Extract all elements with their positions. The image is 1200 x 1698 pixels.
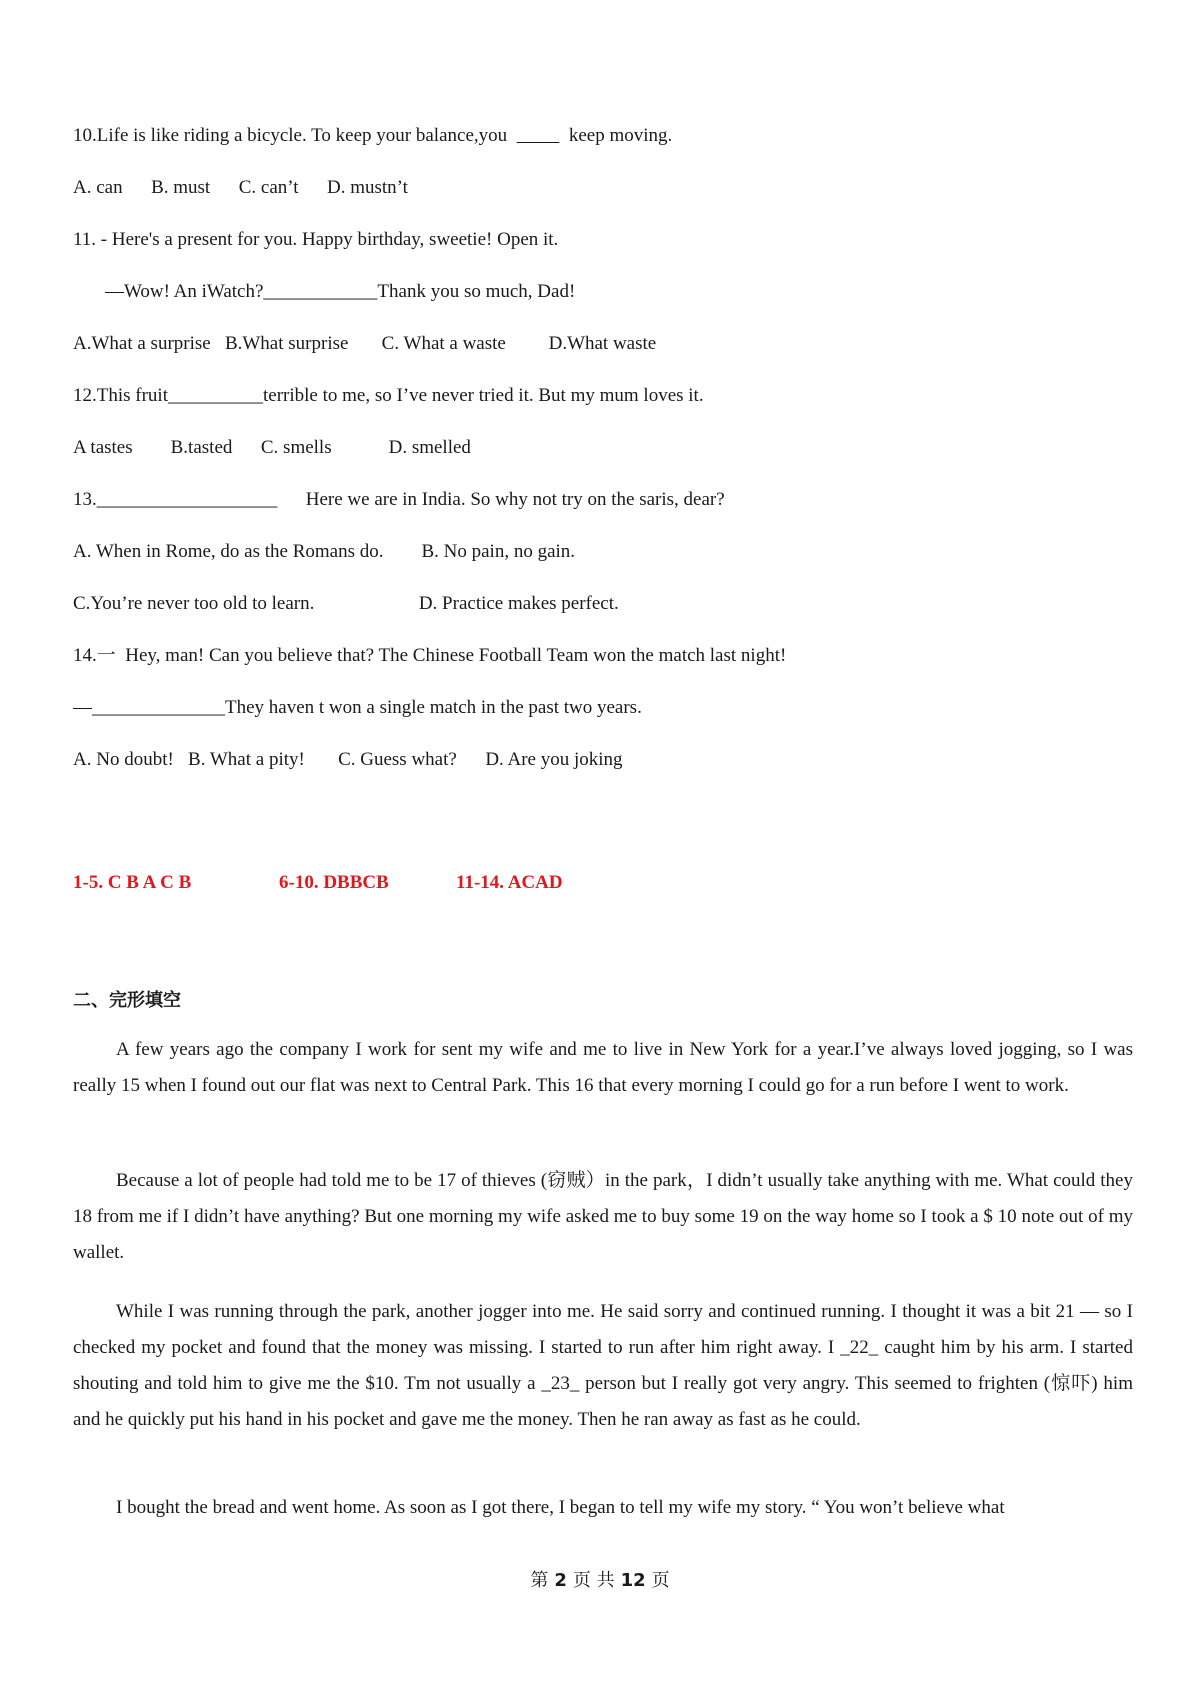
answer-group-11-14: 11-14. ACAD (456, 872, 563, 893)
answer-group-6-10: 6-10. DBBCB (279, 872, 389, 893)
question-14-reply: —______________They haven t won a single match in the past two years. (73, 697, 642, 718)
cloze-paragraph-4: I bought the bread and went home. As soon as I got there, I began to tell my wife my story. “ You won’t believe what (116, 1497, 1005, 1518)
question-11-stem: 11. - Here's a present for you. Happy birthday, sweetie! Open it. (73, 229, 559, 250)
answer-group-1-5: 1-5. C B A C B (73, 872, 192, 893)
page-footer: 第 2 页 共 12 页 (530, 1570, 670, 1591)
question-13-stem: 13.___________________ Here we are in India. So why not try on the saris, dear? (73, 489, 725, 510)
question-11-reply: —Wow! An iWatch?____________Thank you so much, Dad! (105, 281, 576, 302)
cloze-paragraph-3: While I was running through the park, another jogger into me. He said sorry and continued running. I thought it was a bit 21 — so I checked my pocket and found that the money was missing. I started to run after him right away. I _22_ caught him by his arm. I started shouting and told him to give me the $10. Tm not usually a _23_ person but I really got very angry. This seemed to frighten (惊吓) him and he quickly put his hand in his pocket and gave me the money. Then he ran away as fast as he could. (73, 1301, 1133, 1430)
question-11-options: A.What a surprise B.What surprise C. What a waste D.What waste (73, 333, 657, 354)
question-13-options-line1: A. When in Rome, do as the Romans do. B. No pain, no gain. (73, 541, 576, 562)
question-10-options: A. can B. must C. can’t D. mustn’t (73, 177, 408, 198)
question-10-blank (517, 125, 560, 146)
question-14-options: A. No doubt! B. What a pity! C. Guess what? D. Are you joking (73, 749, 623, 770)
section-title: 二、完形填空 (73, 990, 181, 1011)
question-14-stem: 14.一 Hey, man! Can you believe that? The Chinese Football Team won the match last night! (73, 645, 787, 666)
question-13-options-line2: C.You’re never too old to learn. D. Practice makes perfect. (73, 593, 619, 614)
question-12-stem: 12.This fruit__________terrible to me, so I’ve never tried it. But my mum loves it. (73, 385, 704, 406)
cloze-paragraph-1: A few years ago the company I work for sent my wife and me to live in New York for a year.I’ve always loved jogging, so I was really 15 when I found out our flat was next to Central Park. This 16 that every morning I could go for a run before I went to work. (73, 1039, 1133, 1096)
page-number: 2 (554, 1570, 567, 1591)
page-total: 12 (620, 1570, 646, 1591)
question-10-stem: 10.Life is like riding a bicycle. To keep your balance,you keep moving. (73, 125, 673, 146)
question-12-options: A tastes B.tasted C. smells D. smelled (73, 437, 471, 458)
cloze-paragraph-2: Because a lot of people had told me to be 17 of thieves (窃贼）in the park，I didn’t usually take anything with me. What could they 18 from me if I didn’t have anything? But one morning my wife asked me to buy some 19 on the way home so I took a $ 10 note out of my wallet. (73, 1170, 1133, 1263)
